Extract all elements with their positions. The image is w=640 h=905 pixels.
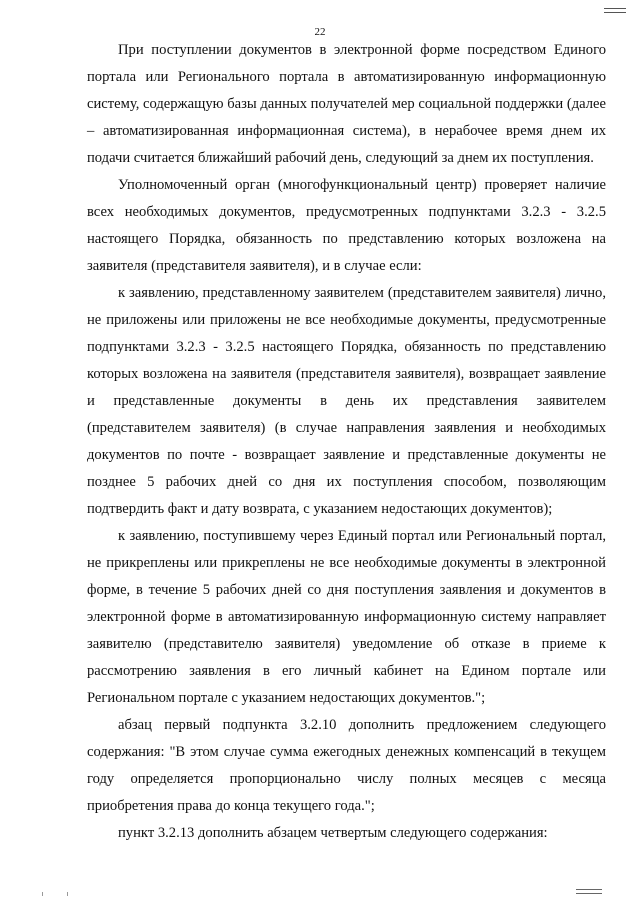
paragraph-2: Уполномоченный орган (многофункциональный центр) проверяет наличие всех необходимых документов, предусмотренных подпунктами 3.2.3 - 3.2.5 настоящего Порядка, обязанность по представлению которых возложена на заявителя (представителя заявителя), и в случае если:: [87, 177, 606, 274]
paragraph-3: к заявлению, представленному заявителем (представителем заявителя) лично, не приложены или приложены не все необходимые документы, предусмотренные подпунктами 3.2.3 - 3.2.5 настоящего Порядка, обязанность по представлению которых возложена на заявителя (представителя заявителя), возвращает заявление и представленные документы в день их представления заявителем (представителем заявителя) (в случае направления заявления и необходимых документов по почте - возвращает заявление и представленные документы не позднее 5 рабочих дней со дня их поступления способом, позволяющим подтвердить факт и дату возврата, с указанием недостающих документов);: [87, 285, 606, 517]
paragraph-4: к заявлению, поступившему через Единый портал или Региональный портал, не прикреплены или прикреплены не все необходимые документы в электронной форме, в течение 5 рабочих дней со дня поступления заявления и документов в электронной форме в автоматизированную информационную систему направляет заявителю (представителю заявителя) уведомление об отказе в приеме к рассмотрению заявления в его личный кабинет на Едином портале или Региональном портале с указанием недостающих документов.";: [87, 528, 606, 706]
paragraph-5: абзац первый подпункта 3.2.10 дополнить предложением следующего содержания: "В этом случае сумма ежегодных денежных компенсаций в текущем году определяется пропорционально числу полных месяцев с месяца приобретения права до конца текущего года.";: [87, 717, 606, 814]
paragraph-6: пункт 3.2.13 дополнить абзацем четвертым следующего содержания:: [118, 825, 548, 841]
scan-mark-top-right: [604, 8, 626, 13]
scan-mark-bottom-left: [42, 892, 68, 896]
document-body: [87, 37, 606, 847]
page-number: 22: [314, 26, 326, 38]
paragraph-1: При поступлении документов в электронной форме посредством Единого портала или Регионального портала в автоматизированную информационную систему, содержащую базы данных получателей мер социальной поддержки (далее – автоматизированная информационная система), в нерабочее время днем их подачи считается ближайший рабочий день, следующий за днем их поступления.: [87, 42, 606, 166]
scan-mark-bottom-right: [576, 889, 602, 894]
